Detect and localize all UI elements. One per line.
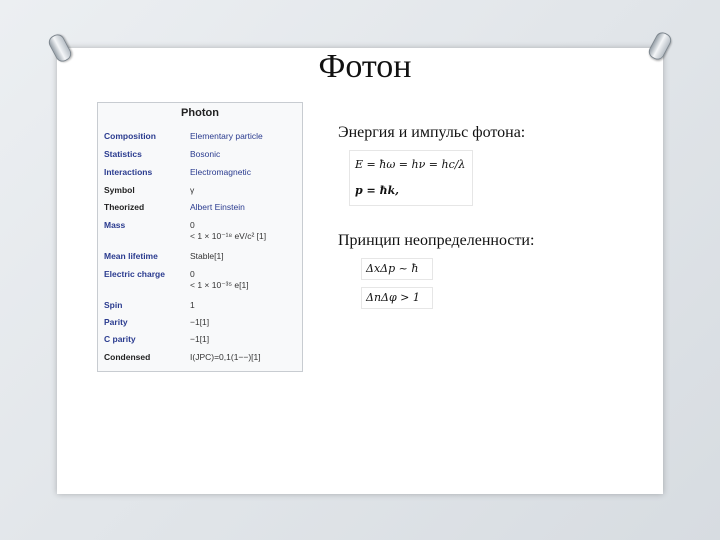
slide-title: Фотон	[318, 48, 412, 85]
infobox-value: −1[1]	[190, 334, 210, 344]
infobox-row-theorized	[104, 202, 300, 214]
infobox-row-mass	[104, 220, 300, 241]
infobox-value: 1	[190, 300, 195, 310]
energy-formula: E = ħω = hν = hc/λ	[355, 158, 466, 171]
infobox-subvalue: < 1 × 10⁻¹⁸ eV/c² [1]	[190, 231, 267, 241]
infobox-key: Condensed	[104, 352, 151, 362]
infobox-key[interactable]: Electric charge	[104, 269, 165, 279]
infobox-row-symbol	[104, 185, 300, 197]
uncertainty-formula-1	[361, 258, 433, 280]
infobox-row-condensed	[104, 352, 300, 364]
infobox-subvalue: < 1 × 10⁻³⁵ e[1]	[190, 280, 249, 290]
uncertainty-formula-2	[361, 287, 433, 309]
infobox-row-interactions	[104, 167, 300, 179]
infobox-key[interactable]: Composition	[104, 131, 156, 141]
uncertainty-formula-2-text: ΔnΔφ > 1	[366, 291, 420, 304]
infobox-value[interactable]: Elementary particle	[190, 131, 263, 141]
infobox-value: I(JPC)=0,1(1−−)[1]	[190, 352, 261, 362]
infobox-title: Photon	[181, 107, 219, 119]
infobox-row-statistics	[104, 149, 300, 161]
infobox-row-c-parity	[104, 334, 300, 346]
energy-heading: Энергия и импульс фотона:	[338, 124, 526, 141]
infobox-value: γ	[190, 185, 195, 195]
infobox-key[interactable]: Mean lifetime	[104, 251, 158, 261]
infobox-key[interactable]: Statistics	[104, 149, 142, 159]
infobox-value: −1[1]	[190, 317, 210, 327]
uncertainty-heading: Принцип неопределенности:	[338, 232, 535, 249]
infobox-value[interactable]: Electromagnetic	[190, 167, 251, 177]
infobox-value: 0	[190, 269, 195, 279]
photon-infobox	[97, 102, 303, 372]
uncertainty-formula-1-text: ΔxΔp ~ ħ	[366, 262, 419, 275]
momentum-formula: p = ħk,	[355, 184, 400, 197]
infobox-key: Theorized	[104, 202, 145, 212]
infobox-key[interactable]: Parity	[104, 317, 128, 327]
infobox-row-mean-lifetime	[104, 251, 300, 263]
infobox-value: 0	[190, 220, 195, 230]
infobox-key[interactable]: C parity	[104, 334, 136, 344]
infobox-key[interactable]: Spin	[104, 300, 123, 310]
infobox-row-parity	[104, 317, 300, 329]
infobox-value[interactable]: Albert Einstein	[190, 202, 245, 212]
infobox-row-electric-charge	[104, 269, 300, 290]
energy-formula-box	[349, 150, 473, 206]
infobox-key[interactable]: Interactions	[104, 167, 153, 177]
infobox-key[interactable]: Mass	[104, 220, 126, 230]
infobox-value: Stable[1]	[190, 251, 224, 261]
infobox-value[interactable]: Bosonic	[190, 149, 221, 159]
infobox-row-spin	[104, 300, 300, 312]
infobox-row-composition	[104, 131, 300, 143]
infobox-key: Symbol	[104, 185, 135, 195]
